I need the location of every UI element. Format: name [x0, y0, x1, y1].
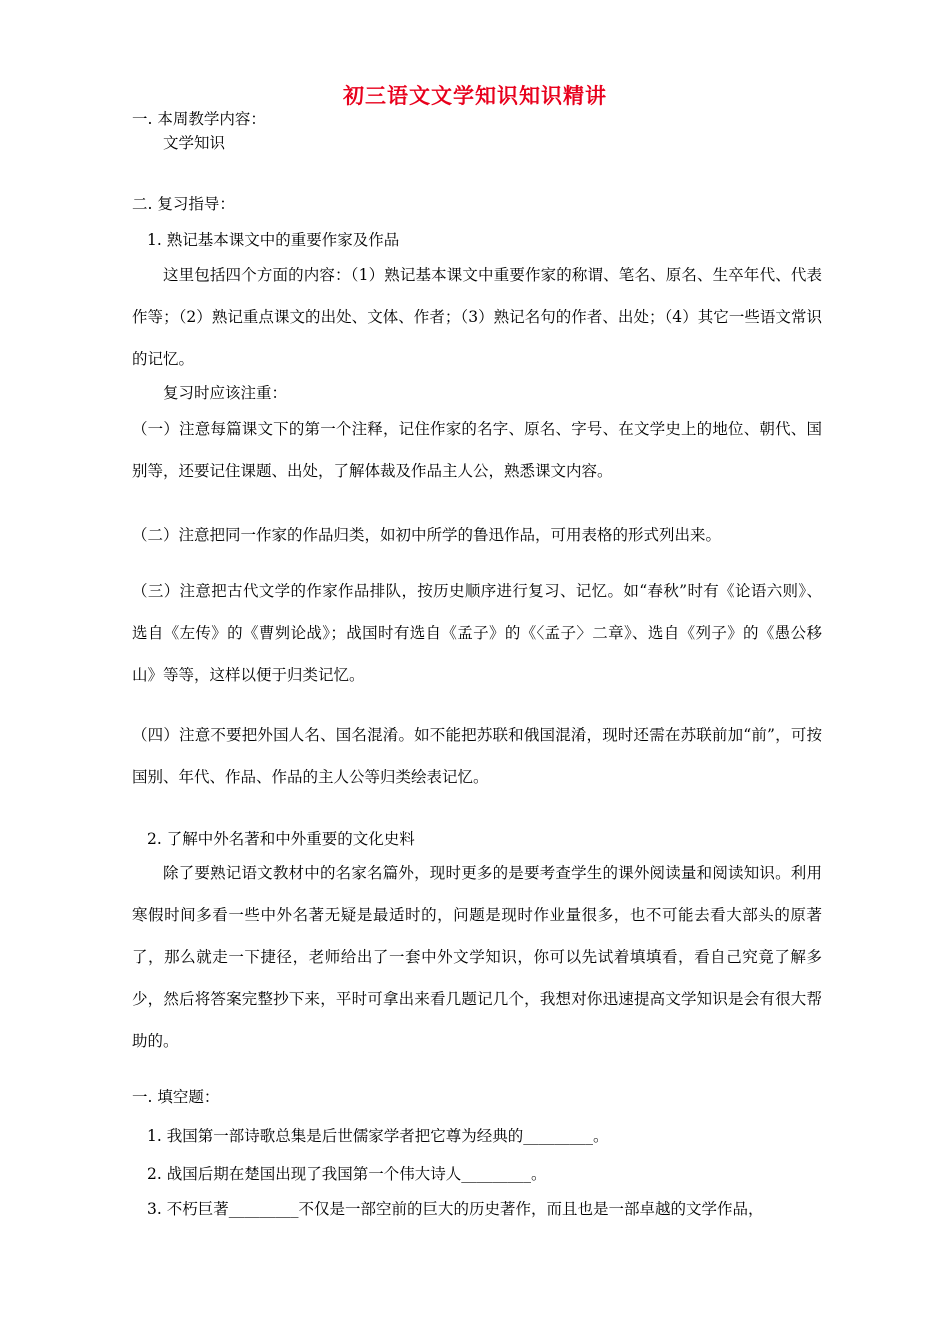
question-2: 2. 战国后期在楚国出现了我国第一个伟大诗人_________。: [147, 1165, 547, 1183]
point-4: （四）注意不要把外国人名、国名混淆。如不能把苏联和俄国混淆，现时还需在苏联前加“前”，可按国别、年代、作品、作品的主人公等归类绘表记忆。: [132, 726, 822, 786]
exercise-heading: 一. 填空题：: [132, 1088, 220, 1106]
item1-paragraph-1: 这里包括四个方面的内容：（1）熟记基本课文中重要作家的称谓、笔名、原名、生卒年代、代表作等；（2）熟记重点课文的出处、文体、作者；（3）熟记名句的作者、出处；（4）其它一些语文常识的记忆。: [132, 266, 822, 368]
section1-heading: 一. 本周教学内容：: [132, 110, 266, 128]
point-1: （一）注意每篇课文下的第一个注释，记住作家的名字、原名、字号、在文学史上的地位、朝代、国别等，还要记住课题、出处，了解体裁及作品主人公，熟悉课文内容。: [132, 420, 822, 480]
item1-heading: 1. 熟记基本课文中的重要作家及作品: [147, 231, 400, 249]
item2-paragraph-1: 除了要熟记语文教材中的名家名篇外，现时更多的是要考查学生的课外阅读量和阅读知识。利用寒假时间多看一些中外名著无疑是最适时的，问题是现时作业量很多，也不可能去看大部头的原著了，那么就走一下捷径，老师给出了一套中外文学知识，你可以先试着填填看，看自己究竟了解多少，然后将答案完整抄下来，平时可拿出来看几题记几个，我想对你迅速提高文学知识是会有很大帮助的。: [132, 864, 822, 1050]
point-3: （三）注意把古代文学的作家作品排队，按历史顺序进行复习、记忆。如“春秋”时有《论语六则》、选自《左传》的《曹刿论战》；战国时有选自《孟子》的《〈孟子〉二章》、选自《列子》的《愚公移山》等等，这样以便于归类记忆。: [132, 582, 822, 684]
point-2: （二）注意把同一作家的作品归类，如初中所学的鲁迅作品，可用表格的形式列出来。: [132, 526, 722, 544]
item1-paragraph-2: 复习时应该注重：: [163, 384, 288, 402]
item2-heading: 2. 了解中外名著和中外重要的文化史料: [147, 830, 415, 848]
question-3: 3. 不朽巨著_________不仅是一部空前的巨大的历史著作，而且也是一部卓越的文学作品，: [147, 1200, 764, 1218]
question-1: 1. 我国第一部诗歌总集是后世儒家学者把它尊为经典的_________。: [147, 1127, 609, 1145]
section1-content: 文学知识: [163, 134, 226, 152]
page-title: 初三语文文学知识知识精讲: [343, 84, 607, 108]
section2-heading: 二. 复习指导：: [132, 195, 235, 213]
